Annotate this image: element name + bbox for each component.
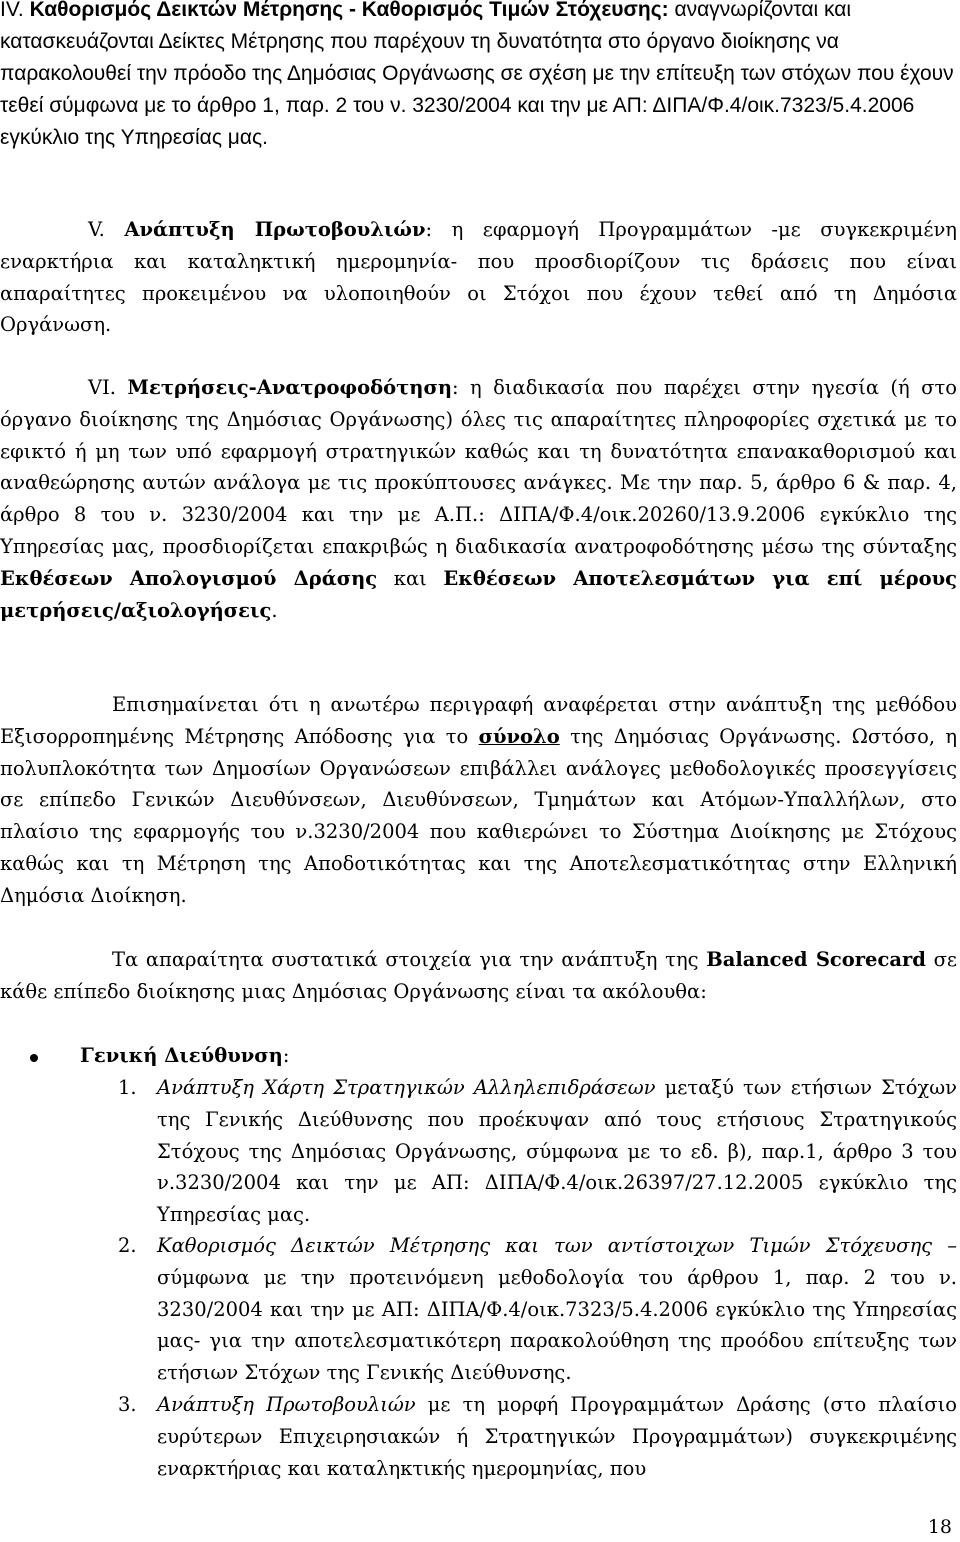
- paragraph-2-bold: Balanced Scorecard: [706, 948, 926, 971]
- item-3: [157, 1389, 957, 1484]
- section-v-label: V.: [88, 218, 105, 241]
- item-2-number: 2.: [118, 1234, 137, 1257]
- item-2-italic: Καθορισμός Δεικτών Μέτρησης και των αντίστοιχων Τιμών Στόχευσης –: [157, 1234, 957, 1257]
- section-iv-body: αναγνωρίζονται και κατασκευάζονται Δείκτες Μέτρησης που παρέχουν τη δυνατότητα στο όργανο διοίκησης να παρακολουθεί την πρόοδο της Δημόσιας Οργάνωσης σε σχέση με την επίτευξη των στόχων που έχουν τεθεί σύμφωνα με το άρθρο 1, παρ. 2 του ν. 3230/2004 και την με ΑΠ: ΔΙΠΑ/Φ.4/οικ.7323/5.4.2006 εγκύκλιο της Υπηρεσίας μας.: [0, 0, 954, 149]
- section-iv: IV. Καθορισμός Δεικτών Μέτρησης - Καθορισμός Τιμών Στόχευσης: αναγνωρίζονται και κατασκευάζονται Δείκτες Μέτρησης που παρέχουν τη δυνατότητα στο όργανο διοίκησης να παρακολουθεί την πρόοδο της Δημόσιας Οργάνωσης σε σχέση με την επίτευξη των στόχων που έχουν τεθεί σύμφωνα με το άρθρο 1, παρ. 2 του ν. 3230/2004 και την με ΑΠ: ΔΙΠΑ/Φ.4/οικ.7323/5.4.2006 εγκύκλιο της Υπηρεσίας μας.: [0, 0, 954, 149]
- paragraph-2-before: Τα απαραίτητα συστατικά στοιχεία για την ανάπτυξη της: [112, 948, 699, 971]
- page-number: 18: [927, 1516, 952, 1538]
- section-vi-bold-1: Εκθέσεων Απολογισμού Δράσης: [0, 566, 378, 590]
- bullet-general-directorate: [0, 1040, 957, 1072]
- item-3-text: με τη μορφή Προγραμμάτων Δράσης (στο πλαίσιο ευρύτερων Επιχειρησιακών ή Στρατηγικών Προγραμμάτων) συγκεκριμένης εναρκτήριας και καταληκτικής ημερομηνίας, που: [157, 1393, 958, 1480]
- section-iv-label: IV.: [0, 0, 24, 21]
- paragraph-components: [0, 944, 957, 1008]
- section-vi-body: η διαδικασία που παρέχει στην ηγεσία (ή στο όργανο διοίκησης της Δημόσιας Οργάνωσης) όλες τις απαραίτητες πληροφορίες σχετικά με το εφικτό ή μη των υπό εφαρμογή στρατηγικών καθώς και τη δυνατότητα επανακαθορισμού και αναθεώρησης αυτών ανάλογα με τις προκύπτουσες ανάγκες. Με την παρ. 5, άρθρο 6 & παρ. 4, άρθρο 8 του ν. 3230/2004 και την με Α.Π.: ΔΙΠΑ/Φ.4/οικ.20260/13.9.2006 εγκύκλιο της Υπηρεσίας μας, προσδιορίζεται επακριβώς η διαδικασία ανατροφοδότησης μέσω της σύνταξης: [0, 376, 957, 558]
- item-1-italic: Ανάπτυξη Χάρτη Στρατηγικών Αλληλεπιδράσεων: [157, 1076, 656, 1099]
- section-vi-title: Μετρήσεις-Ανατροφοδότηση: [127, 376, 453, 399]
- item-3-italic: Ανάπτυξη Πρωτοβουλιών: [157, 1393, 416, 1416]
- paragraph-1-after: της Δημόσιας Οργάνωσης. Ωστόσο, η πολυπλοκότητα των Δημοσίων Οργανώσεων επιβάλλει ανάλογες μεθοδολογικές προσεγγίσεις σε επίπεδο Γενικών Διευθύνσεων, Διευθύνσεων, Τμημάτων και Ατόμων-Υπαλλήλων, στο πλαίσιο της εφαρμογής του ν.3230/2004 που καθιερώνει το Σύστημα Διοίκησης με Στόχους καθώς και τη Μέτρηση της Αποδοτικότητας και της Αποτελεσματικότητας στην Ελληνική Δημόσια Διοίκηση.: [0, 724, 958, 907]
- bullet-dot-icon: [30, 1054, 38, 1062]
- section-vi-bold-2: Εκθέσεων Αποτελεσμάτων για επί μέρους μετρήσεις/αξιολογήσεις: [0, 566, 957, 622]
- item-2: [157, 1230, 957, 1389]
- item-1-number: 1.: [118, 1076, 137, 1099]
- paragraph-2-after: σε κάθε επίπεδο διοίκησης μιας Δημόσιας Οργάνωσης είναι τα ακόλουθα:: [0, 948, 957, 1003]
- item-1: [157, 1072, 957, 1231]
- section-vi-end: .: [271, 598, 278, 622]
- bullet-text: Γενική Διεύθυνση:: [80, 1044, 290, 1067]
- paragraph-balanced-scope: [0, 689, 957, 912]
- item-2-text: σύμφωνα με την προτεινόμενη μεθοδολογία του άρθρου 1, παρ. 2 του ν. 3230/2004 και την με ΑΠ: ΔΙΠΑ/Φ.4/οικ.7323/5.4.2006 εγκύκλιο της Υπηρεσίας μας- για την αποτελεσματικότερη παρακολούθηση της προόδου επίτευξης των ετήσιων Στόχων της Γενικής Διεύθυνσης.: [157, 1265, 957, 1385]
- section-v: V. Ανάπτυξη Πρωτοβουλιών: η εφαρμογή Προγραμμάτων -με συγκεκριμένη εναρκτήρια και καταληκτική ημερομηνία- που προσδιορίζουν τις δράσεις που είναι απαραίτητες προκειμένου να υλοποιηθούν οι Στόχοι που έχουν τεθεί από τη Δημόσια Οργάνωση.: [0, 218, 957, 337]
- paragraph-1-underlined: σύνολο: [478, 724, 560, 748]
- item-3-number: 3.: [118, 1393, 137, 1416]
- section-vi-label: VI.: [88, 376, 116, 399]
- section-v-body: η εφαρμογή Προγραμμάτων -με συγκεκριμένη εναρκτήρια και καταληκτική ημερομηνία- που προσδιορίζουν τις δράσεις που είναι απαραίτητες προκειμένου να υλοποιηθούν οι Στόχοι που έχουν τεθεί από τη Δημόσια Οργάνωση.: [0, 218, 957, 337]
- section-v-title: Ανάπτυξη Πρωτοβουλιών: [124, 218, 426, 241]
- section-vi: VI. Μετρήσεις-Ανατροφοδότηση: η διαδικασία που παρέχει στην ηγεσία (ή στο όργανο διοίκησης της Δημόσιας Οργάνωσης) όλες τις απαραίτητες πληροφορίες σχετικά με το εφικτό ή μη των υπό εφαρμογή στρατηγικών καθώς και τη δυνατότητα επανακαθορισμού και αναθεώρησης αυτών ανάλογα με τις προκύπτουσες ανάγκες. Με την παρ. 5, άρθρο 6 & παρ. 4, άρθρο 8 του ν. 3230/2004 και την με Α.Π.: ΔΙΠΑ/Φ.4/οικ.20260/13.9.2006 εγκύκλιο της Υπηρεσίας μας, προσδιορίζεται επακριβώς η διαδικασία ανατροφοδότησης μέσω της σύνταξης Εκθέσεων Απολογισμού Δράσης και Εκθέσεων Αποτελεσμάτων για επί μέρους μετρήσεις/αξιολογήσεις.: [0, 376, 957, 622]
- paragraph-1-before: Επισημαίνεται ότι η ανωτέρω περιγραφή αναφέρεται στην ανάπτυξη της μεθόδου Εξισορροπημένης Μέτρησης Απόδοσης για το: [0, 693, 957, 748]
- section-iv-title: Καθορισμός Δεικτών Μέτρησης - Καθορισμός Τιμών Στόχευσης: [29, 0, 662, 21]
- item-1-text: μεταξύ των ετήσιων Στόχων της Γενικής Διεύθυνσης που προέκυψαν από τους ετήσιους Στρατηγικούς Στόχους της Δημόσιας Οργάνωσης, σύμφωνα με το εδ. β), παρ.1, άρθρο 3 του ν.3230/2004 και την με ΑΠ: ΔΙΠΑ/Φ.4/οικ.26397/27.12.2005 εγκύκλιο της Υπηρεσίας μας.: [157, 1076, 957, 1227]
- section-vi-mid: και: [393, 566, 427, 590]
